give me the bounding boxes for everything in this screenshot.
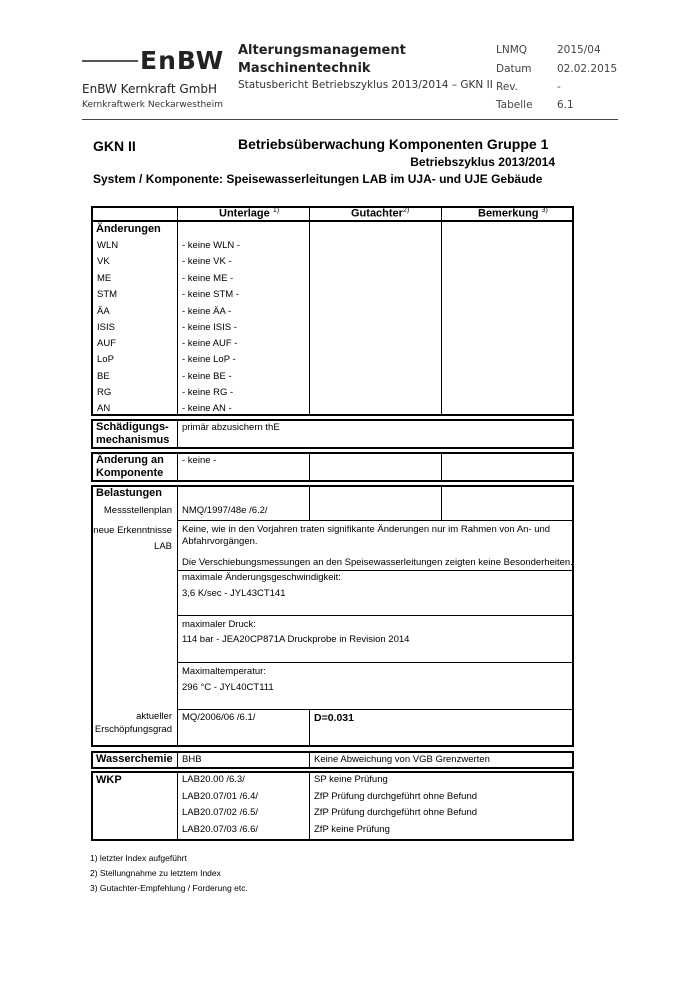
belastung-block-value: 114 bar - JEA20CP871A Druckprobe in Revision 2014 — [182, 634, 410, 645]
col-divider — [309, 206, 310, 416]
meta-label: Rev. — [496, 81, 519, 93]
belastung-block-title: maximaler Druck: — [182, 619, 256, 630]
erkenntnisse-label-2: LAB — [154, 541, 172, 552]
section-label-komponente-2: Komponente — [96, 467, 164, 479]
belastung-block-value: 3,6 K/sec - JYL43CT141 — [182, 588, 286, 599]
belastung-block-title: Maximaltemperatur: — [182, 666, 266, 677]
wkp-value: ZfP keine Prüfung — [314, 824, 390, 835]
row-divider — [177, 570, 574, 571]
col-divider — [441, 206, 442, 416]
section-label-aenderungen: Änderungen — [96, 223, 161, 235]
change-code: LoP — [97, 354, 114, 365]
header-title-line2: Maschinentechnik — [238, 61, 371, 76]
wkp-ref: LAB20.07/02 /6.5/ — [182, 807, 259, 818]
plant-name: Kernkraftwerk Neckarwestheim — [82, 100, 223, 110]
col-divider — [177, 771, 178, 841]
change-code: AUF — [97, 338, 116, 349]
wkp-ref: LAB20.07/01 /6.4/ — [182, 791, 259, 802]
col-divider — [441, 485, 442, 521]
meta-label: LNMQ — [496, 44, 528, 56]
header-subtitle: Statusbericht Betriebszyklus 2013/2014 – GKN II — [238, 79, 493, 91]
change-code: STM — [97, 289, 118, 300]
schaedigung-value: primär abzusichern thE — [182, 422, 280, 433]
change-value: - keine VK - — [182, 256, 232, 267]
column-header-gutachter — [351, 207, 409, 220]
wkp-value: ZfP Prüfung durchgeführt ohne Befund — [314, 791, 478, 802]
erschoepfung-label-2: Erschöpfungsgrad — [94, 724, 172, 735]
section-label-komponente: Änderung an — [96, 454, 164, 466]
column-header-unterlage — [219, 207, 279, 220]
messstellenplan-label: Messstellenplan — [103, 505, 172, 516]
meta-label: Datum — [496, 63, 532, 75]
logo-rule — [82, 60, 138, 62]
change-value: - keine ISIS - — [182, 322, 237, 333]
footnote-ref: 1) — [272, 207, 280, 214]
change-value: - keine BE - — [182, 371, 232, 382]
erschoepfung-label: aktueller — [136, 711, 172, 722]
row-divider — [177, 662, 574, 663]
section-label-wkp: WKP — [96, 774, 122, 786]
wkp-value: ZfP Prüfung durchgeführt ohne Befund — [314, 807, 478, 818]
page-title: Betriebsüberwachung Komponenten Gruppe 1 — [238, 136, 549, 152]
change-code: ME — [97, 273, 112, 284]
header-divider — [82, 119, 618, 120]
row-divider — [177, 709, 574, 710]
column-header-bemerkung — [478, 207, 548, 220]
change-code: ISIS — [97, 322, 115, 333]
unit-title: GKN II — [93, 138, 136, 154]
footnote-ref: 2) — [402, 207, 410, 214]
meta-value: - — [557, 81, 561, 93]
meta-value: 6.1 — [557, 99, 574, 111]
col-divider — [177, 485, 178, 747]
col-divider — [177, 751, 178, 769]
change-value: - keine STM - — [182, 289, 240, 300]
erschoepfung-ref: MQ/2006/06 /6.1/ — [182, 712, 256, 723]
system-title: System / Komponente: Speisewasserleitungen LAB im UJA- und UJE Gebäude — [93, 172, 543, 186]
meta-value: 02.02.2015 — [557, 63, 618, 75]
change-code: VK — [97, 256, 110, 267]
cycle-title: Betriebszyklus 2013/2014 — [410, 155, 555, 169]
change-code: BE — [97, 371, 110, 382]
column-header-label: Unterlage — [219, 207, 270, 220]
footnote: 1) letzter Index aufgeführt — [90, 853, 187, 863]
col-divider — [309, 709, 310, 747]
change-value: - keine AUF - — [182, 338, 238, 349]
change-value: - keine WLN - — [182, 240, 241, 251]
wkp-value: SP keine Prüfung — [314, 774, 388, 785]
meta-label: Tabelle — [496, 99, 533, 111]
col-divider — [309, 771, 310, 841]
change-value: - keine RG - — [182, 387, 234, 398]
change-value: - keine ÄA - — [182, 306, 232, 317]
change-code: WLN — [97, 240, 119, 251]
meta-value: 2015/04 — [557, 44, 601, 56]
column-header-label: Gutachter — [351, 207, 403, 220]
change-value: - keine AN - — [182, 403, 232, 414]
footnote: 3) Gutachter-Empfehlung / Forderung etc. — [90, 883, 248, 893]
company-name: EnBW Kernkraft GmbH — [82, 82, 218, 96]
col-divider — [309, 751, 310, 769]
erkenntnisse-text-2: Die Verschiebungsmessungen an den Speisewasserleitungen zeigten keine Besonderheiten. — [182, 557, 573, 568]
aenderungen-table — [91, 206, 574, 416]
row-divider — [177, 520, 574, 521]
section-label-wasserchemie: Wasserchemie — [96, 753, 173, 765]
column-header-label: Bemerkung — [478, 207, 539, 220]
wasserchemie-value: Keine Abweichung von VGB Grenzwerten — [314, 754, 490, 765]
company-logo: EnBW — [140, 46, 225, 75]
section-label-belastungen: Belastungen — [96, 487, 163, 499]
header-title-line1: Alterungsmanagement — [238, 43, 406, 58]
col-divider — [177, 206, 178, 416]
change-code: AN — [97, 403, 111, 414]
col-divider — [177, 452, 178, 482]
row-divider — [177, 615, 574, 616]
footnote: 2) Stellungnahme zu letztem Index — [90, 868, 221, 878]
wasserchemie-ref: BHB — [182, 754, 202, 765]
change-code: ÄA — [97, 306, 110, 317]
column-header-divider — [91, 220, 574, 222]
col-divider — [309, 485, 310, 521]
change-value: - keine ME - — [182, 273, 234, 284]
belastung-block-value: 296 °C - JYL40CT111 — [182, 682, 274, 693]
section-label-schaedigung: Schädigungs- — [96, 421, 169, 433]
erkenntnisse-label: neue Erkenntnisse — [93, 525, 172, 536]
belastung-block-title: maximale Änderungsgeschwindigkeit: — [182, 572, 341, 583]
footnote-ref: 3) — [541, 207, 548, 214]
col-divider — [177, 419, 178, 449]
erkenntnisse-text: Keine, wie in den Vorjahren traten signifikante Änderungen nur im Rahmen von An- und Abfahrvorgängen. — [182, 524, 551, 547]
erschoepfung-value: D=0.031 — [314, 712, 354, 724]
messstellenplan-value: NMQ/1997/48e /6.2/ — [182, 505, 268, 516]
wkp-ref: LAB20.07/03 /6.6/ — [182, 824, 259, 835]
komponente-value: - keine - — [182, 455, 217, 466]
wkp-ref: LAB20.00 /6.3/ — [182, 774, 245, 785]
section-label-schaedigung-2: mechanismus — [96, 434, 170, 446]
col-divider — [441, 452, 442, 482]
change-value: - keine LoP - — [182, 354, 236, 365]
col-divider — [309, 452, 310, 482]
change-code: RG — [97, 387, 112, 398]
